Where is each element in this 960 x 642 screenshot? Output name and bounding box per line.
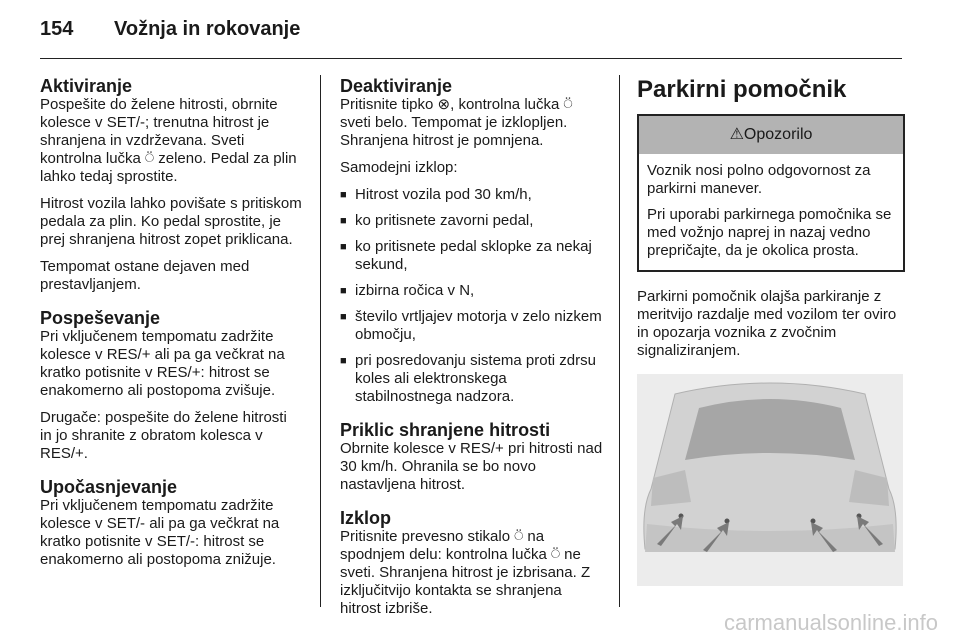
section-izklop [340, 508, 606, 618]
chapter-heading: Parkirni pomočnik [637, 76, 847, 103]
paragraph: Drugače: pospešite do želene hitrosti in jo shranite z obratom kolesca v RES/+. [40, 409, 287, 462]
list-item: ■ ko pritisnete pedal sklopke za nekaj sekund, [340, 238, 606, 274]
page-number: 154 [40, 18, 74, 40]
list-item: ■ ko pritisnete zavorni pedal, [340, 212, 606, 230]
section-aktiviranje [40, 76, 302, 294]
column-divider [320, 75, 321, 607]
column-2 [340, 76, 606, 632]
paragraph: Hitrost vozila lahko povišate s pritiskom pedala za plin. Ko pedal sprostite, je prej shranjena hitrost zopet priklicana. [40, 195, 302, 248]
section-deaktiviranje [340, 76, 606, 406]
warning-box [637, 114, 905, 272]
car-rear-illustration [637, 374, 903, 586]
section-pospesevanje [40, 308, 302, 463]
paragraph: Voznik nosi polno odgovornost za parkirni manever. [647, 162, 871, 197]
paragraph: Tempomat ostane dejaven med prestavljanjem. [40, 258, 250, 293]
warning-body [639, 154, 903, 270]
section-heading: Aktiviranje [40, 76, 133, 96]
column-1 [40, 76, 302, 583]
paragraph: Pritisnite tipko ⊗, kontrolna lučka ⍥ sveti belo. Tempomat je izklopljen. Shranjena hitrost je pomnjena. [340, 96, 573, 149]
header-rule [40, 58, 902, 59]
warning-title: ⚠Opozorilo [639, 116, 903, 154]
list-item: ■ izbirna ročica v N, [340, 282, 606, 300]
paragraph: Pri uporabi parkirnega pomočnika se med vožnjo naprej in nazaj vedno prepričajte, da je okolica prosta. [647, 206, 892, 259]
page-title: Vožnja in rokovanje [114, 18, 301, 40]
paragraph: Pospešite do želene hitrosti, obrnite kolesce v SET/-; trenutna hitrost je shranjena in vzdrževana. Sveti kontrolna lučka ⍥ zeleno. Pedal za plin lahko tedaj sprostite. [40, 96, 297, 185]
section-priklic [340, 420, 606, 494]
paragraph: Pri vključenem tempomatu zadržite kolesce v RES/+ ali pa ga večkrat na kratko potisnite v RES/+: hitrost se enakomerno ali postopoma zvišuje. [40, 328, 285, 399]
paragraph: Parkirni pomočnik olajša parkiranje z meritvijo razdalje med vozilom ter oviro in opozarja voznika z zvočnim signaliziranjem. [637, 288, 897, 359]
list-item: ■ pri posredovanju sistema proti zdrsu koles ali elektronskega stabilnostnega nadzora. [340, 352, 606, 406]
auto-off-list [340, 186, 606, 406]
paragraph: Obrnite kolesce v RES/+ pri hitrosti nad 30 km/h. Ohranila se bo novo nastavljena hitrost. [340, 440, 603, 493]
section-heading: Pospeševanje [40, 308, 161, 328]
section-heading: Izklop [340, 508, 392, 528]
car-rear-drawing [637, 374, 903, 586]
section-heading: Deaktiviranje [340, 76, 453, 96]
paragraph: Pri vključenem tempomatu zadržite kolesce v SET/- ali pa ga večkrat na kratko potisnite v SET/-: hitrost se enakomerno ali postopoma znižuje. [40, 497, 280, 568]
watermark: carmanualsonline.info [723, 610, 938, 635]
paragraph: Pritisnite prevesno stikalo ⍥ na spodnjem delu: kontrolna lučka ⍥ ne sveti. Shranjena hitrost je izbrisana. Z izključitvijo kontakta se shranjena hitrost izbriše. [340, 528, 591, 617]
column-divider [619, 75, 620, 607]
page-header [40, 18, 300, 41]
section-heading: Priklic shranjene hitrosti [340, 420, 551, 440]
paragraph: Samodejni izklop: [340, 159, 458, 176]
list-item: ■ Hitrost vozila pod 30 km/h, [340, 186, 606, 204]
section-heading: Upočasnjevanje [40, 477, 178, 497]
section-upocasnjevanje [40, 477, 302, 569]
list-item: ■ število vrtljajev motorja v zelo nizkem območju, [340, 308, 606, 344]
column-3 [637, 76, 905, 586]
